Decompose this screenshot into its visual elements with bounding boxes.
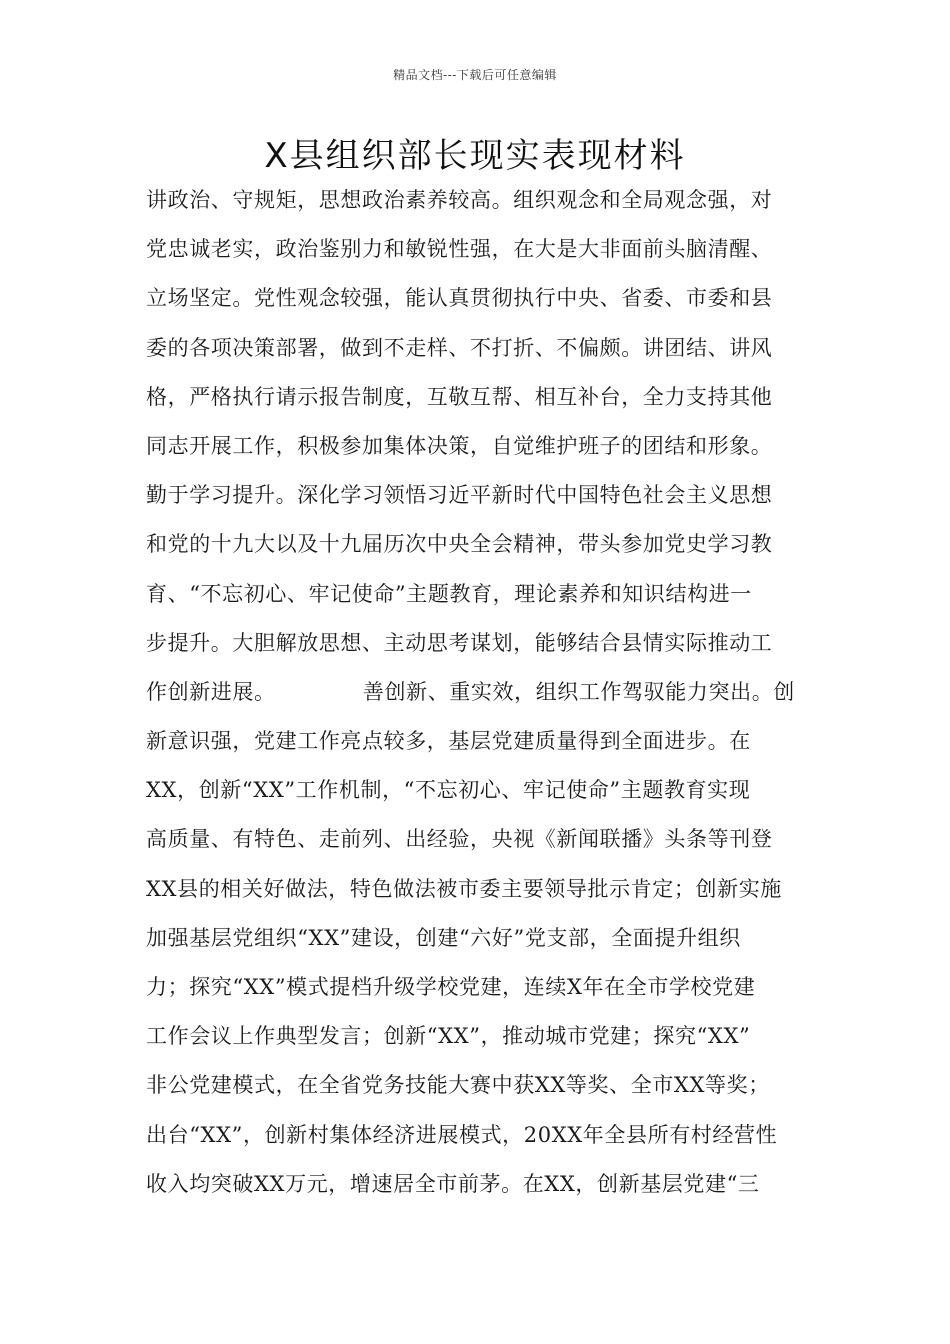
body-text [146, 183, 816, 1216]
text-line: 工作会议上作典型发言；创新“XX”，推动城市党建；探究“XX” [146, 1024, 751, 1049]
text-line: 高质量、有特色、走前列、出经验，央视《新闻联播》头条等刊登 [146, 827, 773, 852]
text-line: 委的各项决策部署，做到不走样、不打折、不偏颇。讲团结、讲风 [146, 335, 773, 360]
text-line: 立场坚定。党性观念较强，能认真贯彻执行中央、省委、市委和县 [146, 286, 773, 311]
text-line: 党忠诚老实，政治鉴别力和敏锐性强，在大是大非面前头脑清醒、 [146, 237, 773, 262]
text-line: 非公党建模式，在全省党务技能大赛中获XX等奖、全市XX等奖； [146, 1073, 770, 1098]
text-line: 加强基层党组织“XX”建设，创建“六好”党支部，全面提升组织 [146, 925, 741, 950]
text-line: 新意识强，党建工作亮点较多，基层党建质量得到全面进步。在 [146, 729, 751, 754]
text-line: 讲政治、守规矩，思想政治素养较高。组织观念和全局观念强，对 [146, 188, 773, 212]
text-line: 和党的十九大以及十九届历次中央全会精神，带头参加党史学习教 [146, 532, 773, 557]
header-note: 精品文档---下载后可任意编辑 [393, 68, 557, 82]
text-line: 育、“不忘初心、牢记使命”主题教育，理论素养和知识结构进一 [146, 581, 752, 606]
text-line: 力；探究“XX”模式提档升级学校党建，连续X年在全市学校党建 [146, 975, 756, 999]
text-line: XX，创新“XX”工作机制，“不忘初心、牢记使命”主题教育实现 [146, 778, 751, 803]
text-line: 同志开展工作，积极参加集体决策，自觉维护班子的团结和形象。 [146, 433, 773, 458]
text-line: 勤于学习提升。深化学习领悟习近平新时代中国特色社会主义思想 [146, 483, 773, 508]
text-line: 步提升。大胆解放思想、主动思考谋划，能够结合县情实际推动工 [146, 630, 773, 655]
text-line: 作创新进展。 善创新、重实效，组织工作驾驭能力突出。创 [146, 679, 795, 704]
text-line: XX县的相关好做法，特色做法被市委主要领导批示肯定；创新实施 [146, 876, 782, 901]
text-line: 出台“XX”，创新村集体经济进展模式，20XX年全县所有村经营性 [146, 1122, 778, 1147]
document-title: X县组织部长现实表现材料 [264, 136, 686, 176]
text-line: 收入均突破XX万元，增速居全市前茅。在XX，创新基层党建“三 [146, 1171, 760, 1196]
text-line: 格，严格执行请示报告制度，互敬互帮、相互补台，全力支持其他 [146, 384, 773, 409]
